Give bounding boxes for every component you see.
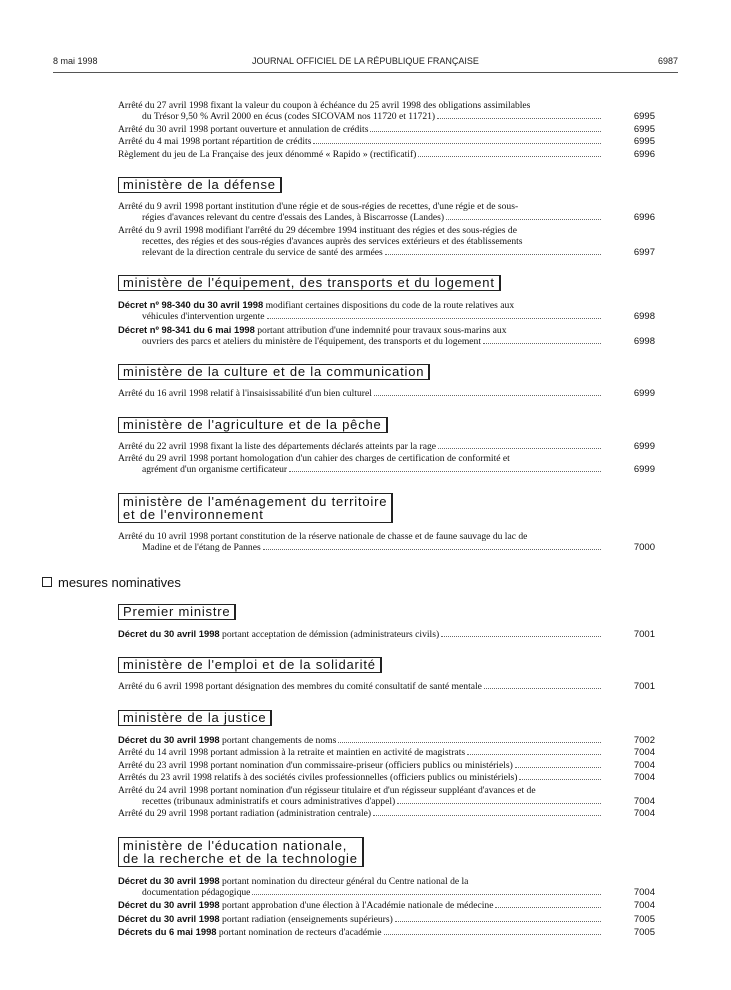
entry-page: 6999 <box>633 464 655 475</box>
entry-title-bold: Décrets du 6 mai 1998 <box>118 926 217 937</box>
toc-entry[interactable] <box>118 100 655 122</box>
entry-title-bold: Décret du 30 avril 1998 <box>118 899 220 910</box>
entry-text: Règlement du jeu de La Française des jeux dénommé « Rapido » (rectificatif) <box>118 148 417 160</box>
entry-text: Arrêté du 23 avril 1998 portant nomination d'un commissaire-priseur (officiers publics ou ministériels) <box>118 759 513 771</box>
entry-page: 7000 <box>633 541 655 553</box>
section-heading-emploi: ministère de l'emploi et de la solidarité <box>118 657 382 673</box>
section-heading-equipement: ministère de l'équipement, des transports et du logement <box>118 275 501 291</box>
toc-entry[interactable] <box>118 531 655 553</box>
toc-entry[interactable] <box>118 785 655 807</box>
entry-text: Arrêté du 14 avril 1998 portant admission à la retraite et maintien en activité de magistrats <box>118 747 466 758</box>
leader-dots <box>441 628 601 637</box>
toc-entry[interactable] <box>118 388 655 399</box>
entry-title-bold: Décret nº 98-341 du 6 mai 1998 <box>118 323 255 335</box>
entry-page: 6995 <box>633 123 655 135</box>
entry-title-bold: Décret du 30 avril 1998 <box>118 874 220 886</box>
toc-entry[interactable] <box>118 201 655 223</box>
issue-date: 8 mai 1998 <box>53 56 98 66</box>
entry-page: 7004 <box>633 808 655 819</box>
heading-line: de la recherche et de la technologie <box>123 850 358 866</box>
heading-line: et de l'environnement <box>123 506 264 522</box>
entry-page: 7002 <box>633 734 655 746</box>
entry-text-cont: du Trésor 9,50 % Avril 2000 en écus (codes SICOVAM nos 11720 et 11721) <box>142 111 436 122</box>
entry-text-cont: recettes, des régies et des sous-régies d'avances auprès des services extérieurs et des établissements <box>142 235 523 247</box>
entry-text-cont: ouvriers des parcs et ateliers du ministère de l'équipement, des transports et du logement <box>142 335 482 347</box>
entry-page: 6998 <box>633 311 655 322</box>
section-heading-justice: ministère de la justice <box>118 710 272 726</box>
leader-dots <box>519 772 601 780</box>
entry-text: Arrêté du 29 avril 1998 portant homologation d'un cahier des charges de certification de conformité et <box>118 453 510 464</box>
entry-text: portant approbation d'une élection à l'Académie nationale de médecine <box>219 900 494 911</box>
checkbox-square-icon <box>42 577 52 587</box>
entry-text: Arrêté du 29 avril 1998 portant radiation (administration centrale) <box>118 808 372 819</box>
toc-entry[interactable] <box>118 453 655 475</box>
running-header <box>53 56 678 70</box>
entry-text-cont: Madine et de l'étang de Pannes <box>142 541 261 553</box>
entry-title-bold: Décret du 30 avril 1998 <box>118 627 220 639</box>
mesures-nominatives-heading <box>42 575 655 590</box>
toc-entry[interactable] <box>118 149 655 160</box>
entry-title-bold: Décret du 30 avril 1998 <box>118 912 220 924</box>
section-heading-premier-ministre: Premier ministre <box>118 604 236 620</box>
entry-text-cont: documentation pédagogique <box>142 886 251 898</box>
entry-text: Arrêté du 9 avril 1998 portant institution d'une régie et de sous-régies de recettes, d'une régie et de sous- <box>118 201 519 212</box>
page-number: 6987 <box>657 56 678 66</box>
entry-text: portant attribution d'une indemnité pour travaux sous-marins aux <box>254 324 507 336</box>
journal-title: JOURNAL OFFICIEL DE LA RÉPUBLIQUE FRANÇAISE <box>252 56 479 66</box>
entry-page: 6995 <box>633 136 655 147</box>
toc-entry[interactable] <box>118 225 655 258</box>
toc-entry[interactable] <box>118 913 655 925</box>
section-heading-defense: ministère de la défense <box>118 177 282 193</box>
leader-dots <box>438 441 601 449</box>
toc-entry[interactable] <box>118 899 655 911</box>
entry-page: 6995 <box>633 111 655 122</box>
leader-dots <box>373 808 601 816</box>
entry-page: 7004 <box>633 747 655 758</box>
leader-dots <box>397 796 601 804</box>
entry-text-cont: recettes (tribunaux administratifs et cours administratives d'appel) <box>142 795 396 807</box>
toc-entry[interactable] <box>118 324 655 347</box>
leader-dots <box>370 124 601 132</box>
section-heading-agriculture: ministère de l'agriculture et de la pêche <box>118 417 388 433</box>
toc-entry[interactable] <box>118 760 655 771</box>
entry-page: 6996 <box>633 148 655 160</box>
toc-entry[interactable] <box>118 681 655 692</box>
entry-page: 7001 <box>633 681 655 692</box>
entry-title-bold: Décret du 30 avril 1998 <box>118 733 220 745</box>
entry-title-bold: Décret nº 98-340 du 30 avril 1998 <box>118 299 264 310</box>
toc-entry[interactable] <box>118 747 655 758</box>
leader-dots <box>495 899 601 908</box>
leader-dots <box>418 149 601 157</box>
entry-text: portant radiation (enseignements supérieurs) <box>219 913 393 925</box>
leader-dots <box>483 336 601 344</box>
table-of-contents <box>58 100 655 940</box>
entry-text-cont: régies d'avances relevant du centre d'essais des Landes, à Biscarrosse (Landes) <box>142 212 445 223</box>
entry-page: 7004 <box>633 886 655 898</box>
entry-page: 7004 <box>633 795 655 807</box>
leader-dots <box>395 913 601 922</box>
toc-entry[interactable] <box>118 772 655 783</box>
entry-text: Arrêté du 10 avril 1998 portant constitution de la réserve nationale de chasse et de faune sauvage du lac de <box>118 530 528 542</box>
entry-text: Arrêté du 4 mai 1998 portant répartition de crédits <box>118 136 312 147</box>
part-title: mesures nominatives <box>58 574 181 590</box>
entry-page: 7004 <box>633 772 655 783</box>
entry-page: 7004 <box>633 759 655 771</box>
leader-dots <box>515 760 601 768</box>
entry-page: 6998 <box>633 335 655 347</box>
leader-dots <box>374 388 601 396</box>
entry-text: modifiant certaines dispositions du code de la route relatives aux <box>263 300 515 311</box>
entry-text-cont: véhicules d'intervention urgente <box>142 311 265 322</box>
entry-text: Arrêté du 16 avril 1998 relatif à l'insaisissabilité d'un bien culturel <box>118 388 372 399</box>
entry-page: 6996 <box>633 212 655 223</box>
entry-text: Arrêtés du 23 avril 1998 relatifs à des sociétés civiles professionnelles (officiers publics ou ministériels) <box>118 772 518 783</box>
toc-entry[interactable] <box>118 808 655 819</box>
entry-page: 6997 <box>633 246 655 258</box>
entry-text: portant changements de noms <box>219 734 337 746</box>
leader-dots <box>338 734 601 743</box>
entry-text: Arrêté du 22 avril 1998 fixant la liste des départements déclarés atteints par la rage <box>118 440 437 452</box>
leader-dots <box>467 747 601 755</box>
entry-text: portant nomination du directeur général du Centre national de la <box>219 875 469 887</box>
entry-page: 7005 <box>633 913 655 925</box>
leader-dots <box>252 887 601 895</box>
leader-dots <box>263 542 601 550</box>
toc-entry[interactable] <box>118 926 655 938</box>
leader-dots <box>289 464 601 472</box>
entry-text: Arrêté du 6 avril 1998 portant désignation des membres du comité consultatif de santé mentale <box>118 681 482 692</box>
entry-page: 6999 <box>633 440 655 452</box>
header-rule <box>53 72 678 73</box>
leader-dots <box>385 247 601 255</box>
heading-line: ministère de l'aménagement du territoire <box>123 493 388 509</box>
entry-text: Arrêté du 24 avril 1998 portant nomination d'un régisseur titulaire et d'un régisseur suppléant d'avances et de <box>118 784 536 796</box>
toc-entry[interactable] <box>118 734 655 746</box>
entry-text-cont: relevant de la direction centrale du service de santé des armées <box>142 246 383 258</box>
toc-entry[interactable] <box>118 136 655 147</box>
toc-entry[interactable] <box>118 124 655 135</box>
leader-dots <box>484 681 601 689</box>
entry-text: Arrêté du 9 avril 1998 modifiant l'arrêté du 29 décembre 1994 instituant des régies et des sous-régies de <box>118 224 517 236</box>
entry-page: 6999 <box>633 388 655 399</box>
toc-entry[interactable] <box>118 299 655 322</box>
section-heading-amenagement <box>118 493 393 523</box>
toc-entry[interactable] <box>118 628 655 640</box>
entry-text-cont: agrément d'un organisme certificateur <box>142 464 288 475</box>
entry-page: 7005 <box>633 927 655 938</box>
section-heading-culture: ministère de la culture et de la communication <box>118 364 430 380</box>
entry-text: Arrêté du 30 avril 1998 portant ouverture et annulation de crédits <box>118 123 369 135</box>
leader-dots <box>384 926 601 935</box>
toc-entry[interactable] <box>118 875 655 898</box>
entry-text: Arrêté du 27 avril 1998 fixant la valeur du coupon à échéance du 25 avril 1998 des obligations assimilables <box>118 100 531 111</box>
heading-line: ministère de l'éducation nationale, <box>123 837 348 853</box>
entry-text: portant nomination de recteurs d'académie <box>216 927 382 938</box>
entry-page: 7004 <box>633 900 655 911</box>
entry-text: portant acceptation de démission (administrateurs civils) <box>219 628 440 640</box>
toc-entry[interactable] <box>118 441 655 452</box>
leader-dots <box>437 111 601 119</box>
leader-dots <box>267 311 601 319</box>
entry-page: 7001 <box>633 628 655 640</box>
leader-dots <box>313 136 601 144</box>
section-heading-education <box>118 837 364 867</box>
leader-dots <box>446 212 601 220</box>
